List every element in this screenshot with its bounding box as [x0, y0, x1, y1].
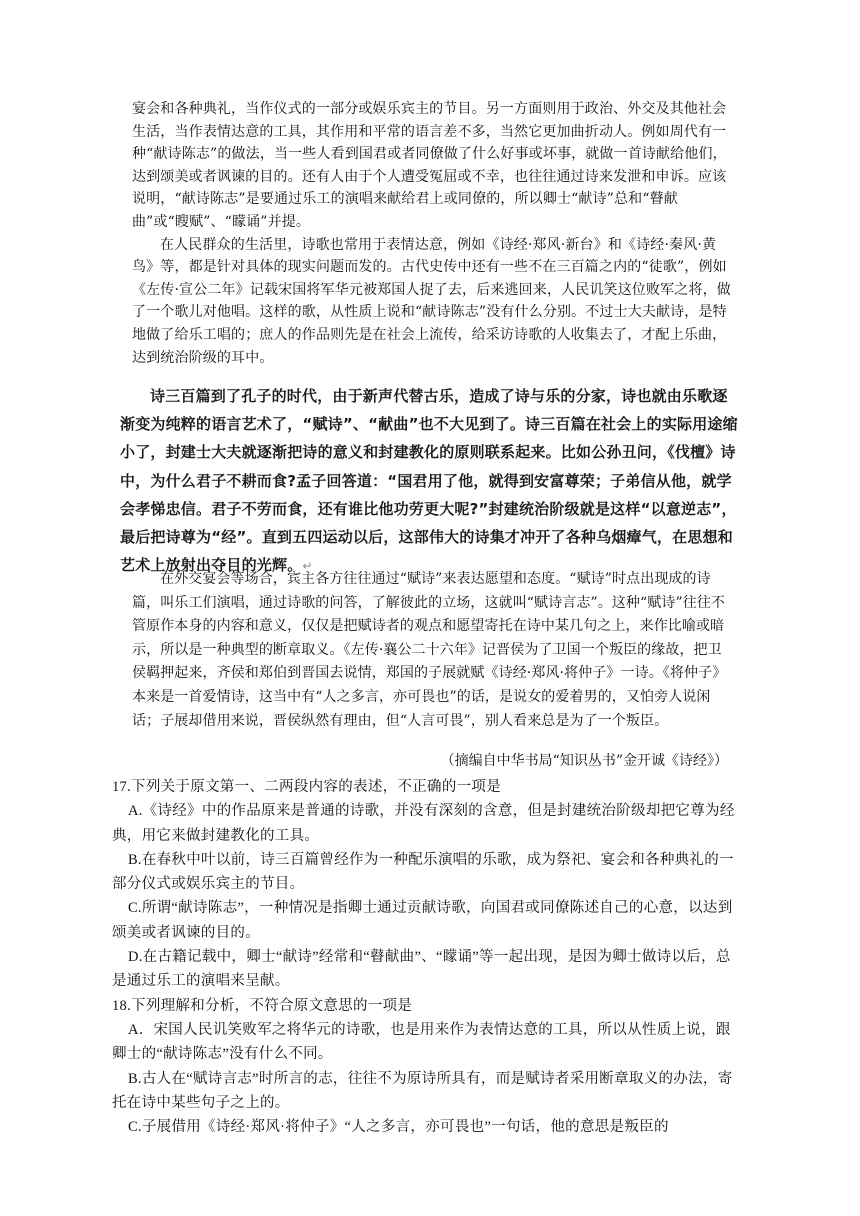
question-17-option-d: D.在古籍记载中，卿士“献诗”经常和“瞽献曲”、“矇诵”等一起出现，是因为卿士做诗以后，总是通过乐工的演唱来呈献。 [112, 949, 731, 990]
passage-paragraph: 宴会和各种典礼，当作仪式的一部分或娱乐宾主的节目。另一方面则用于政治、外交及其他社会生活，当作表情达意的工具，其作用和平常的语言差不多，当然它更加曲折动人。例如周代有一种“献诗陈志”的做法，当一些人看到国君或者同僚做了什么好事或坏事，就做一首诗献给他们，达到颂美或者讽谏的目的。还有人由于个人遭受冤屈或不幸，也往往通过诗来发泄和申诉。应该说明，“献诗陈志”是要通过乐工的演唱来献给君上或同僚的，所以卿士“献诗”总和“瞽献曲”或“瞍赋”、“矇诵”并提。 [132, 101, 727, 230]
questions [112, 775, 736, 1139]
question-17-option-a: A.《诗经》中的作品原来是普通的诗歌，并没有深刻的含意，但是封建统治阶级却把它尊为经典，用它来做封建教化的工具。 [112, 803, 735, 844]
passage-paragraph: 在外交宴会等场合，宾主各方往往通过“赋诗”来表达愿望和态度。“赋诗”时点出现成的诗篇，叫乐工们演唱，通过诗歌的问答，了解彼此的立场，这就叫“赋诗言志”。这种“赋诗”往往不管原作本身的内容和意义，仅仅是把赋诗者的观点和愿望寄托在诗中某几句之上，来作比喻或暗示，所以是一种典型的断章取义。《左传·襄公二十六年》记晋侯为了卫国一个叛臣的缘故，把卫侯羁押起来，齐侯和郑伯到晋国去说情，郑国的子展就赋《诗经·郑风·将仲子》一诗。《将仲子》本来是一首爱情诗，这当中有“人之多言，亦可畏也”的话，是说女的爱着男的，又怕旁人说闲话；子展却借用来说，晋侯纵然有理由，但“人言可畏”，别人看来总是为了一个叛臣。 [132, 571, 727, 729]
passage-paragraph: 在人民群众的生活里，诗歌也常用于表情达意，例如《诗经·郑风·新台》和《诗经·秦风·黄鸟》等，都是针对具体的现实问题而发的。古代史传中还有一些不在三百篇之内的“徒歌”，例如《左传·宣公二年》记载宋国将军华元被郑国人捉了去，后来逃回来，人民讥笑这位败军之将，做了一个歌儿对他唱。这样的歌，从性质上说和“献诗陈志”没有什么分别。不过士大夫献诗，是特地做了给乐工唱的；庶人的作品则先是在社会上流传，给采访诗歌的人收集去了，才配上乐曲，达到统治阶级的耳中。 [132, 236, 731, 366]
question-18-option-a: A．宋国人民讥笑败军之将华元的诗歌，也是用来作为表情达意的工具，所以从性质上说，跟卿士的“献诗陈志”没有什么不同。 [112, 1021, 731, 1063]
question-18-option-c: C.子展借用《诗经·郑风·将仲子》“人之多言，亦可畏也”一句话，他的意思是叛臣的 [127, 1119, 669, 1136]
source-citation: （摘编自中华书局“知识丛书”金开诚《诗经》） [440, 753, 728, 769]
question-18-stem: 18.下列理解和分析，不符合原文意思的一项是 [112, 997, 413, 1014]
passage-bold-paragraph [120, 382, 738, 580]
passage-paragraph [120, 382, 738, 580]
passage-bold-text: 诗三百篇到了孔子的时代，由于新声代替古乐，造成了诗与乐的分家，诗也就由乐歌逐渐变为纯粹的语言艺术了，“赋诗”、“献曲”也不大见到了。诗三百篇在社会上的实际用途缩小了，封建士大夫就逐渐把诗的意义和封建教化的原则联系起来。比如公孙丑问，《伐檀》诗中，为什么君子不耕而食?孟子回答道：“国君用了他，就得到安富尊荣；子弟信从他，就学会孝悌忠信。君子不劳而食，还有谁比他功劳更大呢?”封建统治阶级就是这样“以意逆志”，最后把诗尊为“经”。直到五四运动以后，这部伟大的诗集才冲开了各种乌烟瘴气，在思想和艺术上放射出夺目的光辉。 [120, 387, 738, 575]
question-18-option-b: B.古人在“赋诗言志”时所言的志，往往不为原诗所具有，而是赋诗者采用断章取义的办法，寄托在诗中某些句子之上的。 [112, 1070, 733, 1111]
passage-part1 [132, 98, 734, 369]
return-mark: ↵ [302, 559, 313, 574]
passage-part3 [132, 568, 734, 733]
question-17-option-b: B.在春秋中叶以前，诗三百篇曾经作为一种配乐演唱的乐歌，成为祭祀、宴会和各种典礼的一部分仪式或娱乐宾主的节目。 [112, 851, 734, 893]
question-17-option-c: C.所谓“献诗陈志”，一种情况是指卿士通过贡献诗歌，向国君或同僚陈述自己的心意，以达到颂美或者讽谏的目的。 [112, 900, 733, 941]
question-17-stem: 17.下列关于原文第一、二两段内容的表述，不正确的一项是 [112, 779, 502, 795]
